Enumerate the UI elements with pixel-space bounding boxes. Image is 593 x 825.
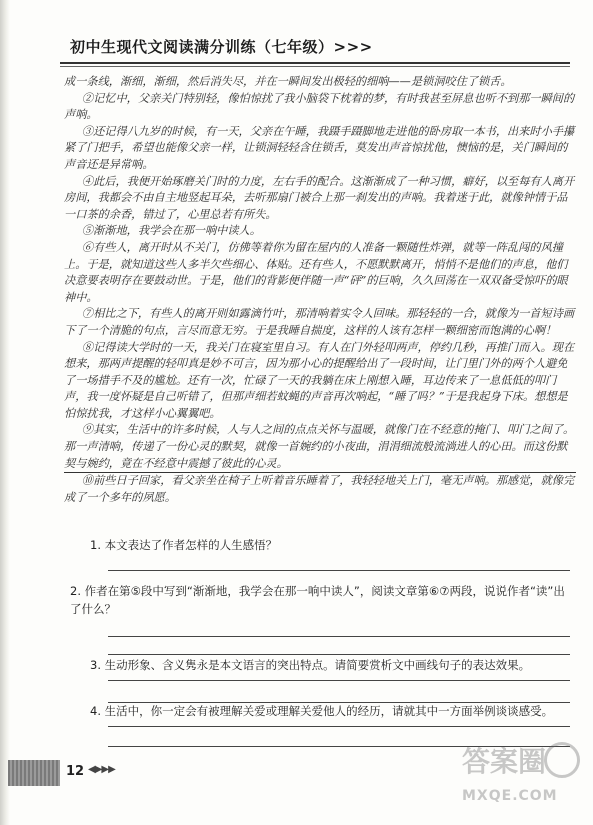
passage-paragraph-6: ⑥有些人，离开时从不关门，仿佛等着你为留在屋内的人准备一颗随性炸弹，就等一阵乱闯的风撞上。于是，就知道这些人多半欠些细心、体贴。还有些人，不愿默默离开，悄悄不是他们的声息，他们决意要表明存在要鼓动世。于是，他们的背影便伴随一声“砰”的巨响，久久回荡在一双双备受惊吓的眼神中。 bbox=[64, 240, 568, 304]
footer-arrows-icon: ◀▶▶▶ bbox=[88, 764, 115, 775]
passage-paragraph-3: ③还记得八九岁的时候，有一天，父亲在午睡，我蹑手蹑脚地走进他的卧房取一本书，出来时小手攥紧了门把手，希望也能像父亲一样，让锁洞轻轻含住锁舌，莫发出声音惊扰他，懊恼的是，关门瞬间的声音还是异常响。 bbox=[64, 124, 575, 171]
passage-paragraph-4: ④此后，我便开始琢磨关门时的力度，左右手的配合。这渐渐成了一种习惯，癖好，以至每有人离开房间，我都会不由自主地竖起耳朵，去听那扇门被合上那一刹发出的声响。我着迷于此，就像钟情于品一口茶的余香，错过了，心里总若有所失。 bbox=[64, 174, 575, 221]
answer-line[interactable] bbox=[108, 636, 570, 637]
book-title: 初中生现代文阅读满分训练（七年级）>>> bbox=[70, 38, 373, 56]
header-rule-thin bbox=[60, 66, 570, 67]
passage-paragraph-2: ②记忆中，父亲关门特别轻，像怕惊扰了我小脑袋下枕着的梦，有时我甚至屏息也听不到那一瞬间的声响。 bbox=[64, 91, 575, 122]
watermark-circle-icon bbox=[544, 742, 580, 778]
answer-line[interactable] bbox=[108, 680, 570, 681]
passage-paragraph-10: ⑩前些日子回家，看父亲坐在椅子上听着音乐睡着了，我轻轻地关上门，毫无声响。那感觉，就像完成了一个多年的夙愿。 bbox=[64, 474, 575, 504]
question-4: 4. 生活中，你一定会有被理解关爱或理解关爱他人的经历，请就其中一方面举例谈谈感受。 bbox=[90, 704, 554, 718]
page-number: 12 bbox=[66, 764, 85, 779]
watermark-text: 答案圈 bbox=[462, 745, 547, 778]
answer-line[interactable] bbox=[108, 726, 570, 727]
footer-decorative-bar bbox=[8, 760, 60, 786]
page-header bbox=[0, 0, 593, 70]
answer-line[interactable] bbox=[108, 654, 570, 655]
question-2: 2. 作者在第⑤段中写到“渐渐地，我学会在那一响中读人”，阅读文章第⑥⑦两段，说说作者“读”出了什么？ bbox=[70, 584, 565, 616]
passage-paragraph-7: ⑦相比之下，有些人的离开则如露滴竹叶，那清响着实令人回味。那轻轻的一合，就像为一首短诗画下了一个清脆的句点，言尽而意无穷。于是我睡自揣度，这样的人该有怎样一颗细密而饱满的心啊！ bbox=[64, 307, 575, 337]
passage-paragraph-8: ⑧记得读大学时的一天，我关门在寝室里自习。有人在门外轻叩两声，停约几秒，再推门而入。现在想来，那两声提醒的轻叩真是妙不可言，因为那小心的提醒给出了一段时间，让门里门外的两个人避免了一场措手不及的尴尬。还有一次，忙碌了一天的我躺在床上刚想入睡，耳边传来了一息低低的叩门声，我一度怀疑是自己听错了，但那声细若蚊蝇的声音再次响起，“睡了吗？”于是我起身下床。想想是怕惊扰我，才这样小心翼翼吧。 bbox=[64, 340, 575, 420]
question-3: 3. 生动形象、含义隽永是本文语言的突出特点。请简要赏析文中画线句子的表达效果。 bbox=[90, 658, 531, 672]
reading-passage bbox=[64, 74, 576, 506]
watermark-logo bbox=[462, 740, 582, 820]
watermark-url: MXQE.COM bbox=[462, 788, 558, 804]
passage-paragraph-5: ⑤渐渐地，我学会在那一响中读人。 bbox=[81, 224, 261, 238]
passage-paragraph-1: 成一条线，渐细，渐细，然后消失尽，并在一瞬间发出极轻的细响——是锁洞咬住了锁舌。 bbox=[64, 75, 512, 88]
header-rule bbox=[60, 62, 570, 64]
answer-line[interactable] bbox=[108, 570, 570, 571]
page-binding-edge bbox=[0, 0, 10, 825]
question-1: 1. 本文表达了作者怎样的人生感悟？ bbox=[90, 538, 278, 552]
passage-paragraph-9-underlined: ⑨其实，生活中的许多时候，人与人之间的点点关怀与温暖，就像门在不经意的掩门、叩门之间了。那一声清响，传递了一份心灵的默契，就像一首婉约的小夜曲，涓涓细流般流淌进人的心田。而这份默契与婉约，竟在不经意中震撼了彼此的心灵。 bbox=[64, 422, 576, 473]
